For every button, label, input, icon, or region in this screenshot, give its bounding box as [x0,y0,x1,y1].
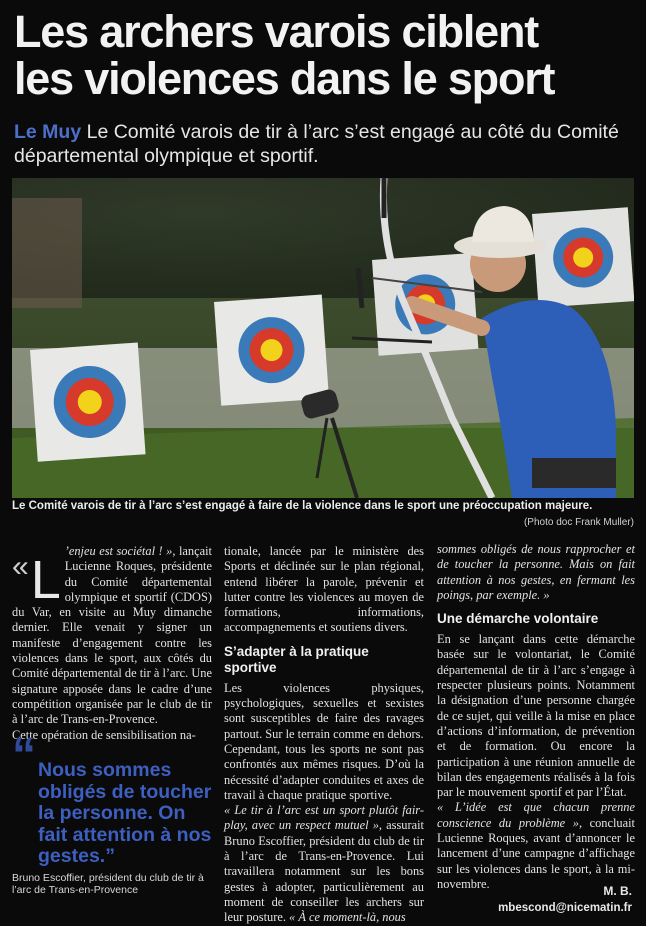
lead [14,120,634,168]
dropcap: «L [12,550,61,610]
target-1 [30,342,146,461]
pull-quote-text: Nous sommes obligés de toucher la personne. On fait attention à nos gestes.” [38,759,212,867]
article-paragraph: En se lançant dans cette démarche basée sur le volontariat, le Comité départemental de tir à l’arc s’engage à respecter plusieurs points. Notamment la désignation d’une personne chargée de ce sujet, qui veille à la mise en place d’actions d’information, de prévention et de formation. Ou encore la participation à une réunion annuelle de bilan des engagements réalisés à la fois par le mouvement sportif et par l’État. [437,632,635,800]
subheading: Une démarche volontaire [437,611,599,627]
article-paragraph: Cette opération de sensibilisation na- [12,727,196,742]
article-paragraph: Cependant, tous les sports ne sont pas confrontés aux mêmes risques. D’où la nécessité d’adapter conduites et axes de travail à chaque pratique sportive. [224,741,424,802]
article-column-3 [437,542,635,892]
lead-text: Le Comité varois de tir à l’arc s’est engagé au côté du Comité départemental olympique et sportif. [14,121,619,167]
article-column-2 [224,544,424,926]
headline-line-2: les violences dans le sport [14,53,555,104]
author-email[interactable]: mbescond@nicematin.fr [498,902,632,914]
author-signature: M. B. [603,884,632,898]
article-paragraph: « Le tir à l’arc est un sport plutôt fair-play, avec un respect mutuel », assurait Bruno Escoffier, président du club de tir à l’arc de Trans-en-Provence. Lui travaillera notamment sur les bons gestes à adopter, particulièrement au moment de conseiller les archers sur leur posture. « À ce moment-là, nous [224,803,425,925]
article-paragraph: «L ’enjeu est sociétal ! », lançait Lucienne Roques, présidente du Comité départemental olympique et sportif (CDOS) du Var, en visite au Muy dimanche dernier. Elle venait y signer un manifeste d’engagement contre les violences dans le sport, aux côtés du Comité départemental de tir à l’arc. Une signature apposée dans le cadre d’une compétition organisée par le club de tir à l’arc de Trans-en-Provence. [12,544,212,727]
article-paragraph: tionale, lancée par le ministère des Sports et déclinée sur le plan régional, entend libérer la parole, prévenir et lutter contre les violences au moyen de formations, informations, accompagnements et soutiens divers. [224,544,424,635]
archery-photo [12,178,634,498]
quote-mark-icon: “ [12,729,36,782]
headline-line-1: Les archers varois ciblent [14,6,539,57]
subheading: S’adapter à la pratique sportive [224,643,369,675]
article-paragraph: « L’idée est que chacun prenne conscience du problème », concluait Lucienne Roques, avant d’annoncer le lancement d’une campagne d’affichage sur les violences dans le sport, à la mi-novembre. [437,800,635,891]
target-4 [532,207,634,307]
archery-photo-illustration [12,178,634,498]
lead-location: Le Muy [14,121,82,143]
headline [14,8,634,102]
target-2 [214,294,329,405]
article-paragraph: sommes obligés de nous rapprocher et de toucher la personne. Mais on fait attention à nos gestes, en fermant les poings, par exemple. » [437,542,635,602]
article-paragraph: Les violences physiques, psychologiques, sexuelles et sexistes sont susceptibles de faire des ravages partout. Sur le terrain comme en dehors. [224,680,424,741]
article-column-1 [12,544,212,743]
pull-quote-source: Bruno Escoffier, président du club de tir à l’arc de Trans-en-Provence [12,871,204,896]
photo-caption: Le Comité varois de tir à l’arc s’est engagé à faire de la violence dans le sport une préoccupation majeure. [12,500,593,512]
photo-credit: (Photo doc Frank Muller) [523,517,634,528]
